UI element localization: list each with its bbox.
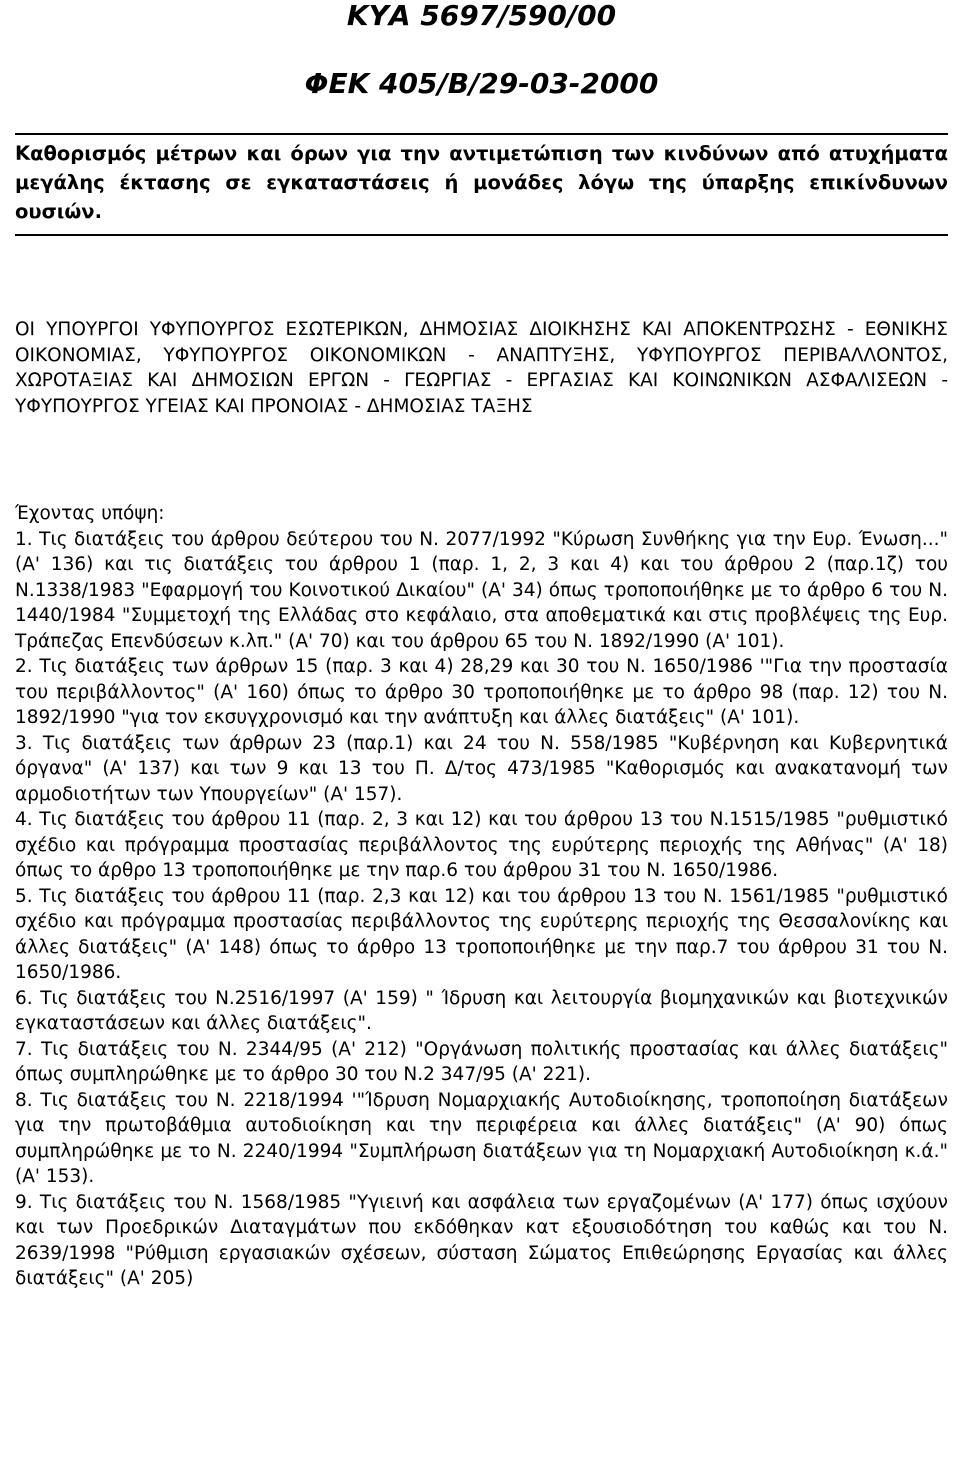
considerations-list (15, 527, 948, 1292)
list-item: 3. Τις διατάξεις των άρθρων 23 (παρ.1) και 24 του Ν. 558/1985 "Κυβέρνηση και Κυβερνητικά όργανα" (Α' 137) και των 9 και 13 του Π. Δ/τος 473/1985 "Καθορισμός και ανακατανομή των αρμοδιοτήτων των Υπουργείων" (Α' 157). (15, 732, 948, 805)
considering-label: Έχοντας υπόψη: (15, 503, 165, 525)
list-item: 7. Τις διατάξεις του Ν. 2344/95 (Α' 212) "Οργάνωση πολιτικής προστασίας και άλλες διατάξεις" όπως συμπληρώθηκε με το άρθρο 30 του Ν.2 347/95 (Α' 221). (15, 1038, 948, 1086)
document-page (15, 0, 948, 1292)
subject-box (15, 133, 948, 236)
list-item: 6. Τις διατάξεις του Ν.2516/1997 (Α' 159) " Ίδρυση και λειτουργία βιομηχανικών και βιοτεχνικών εγκαταστάσεων και άλλες διατάξεις". (15, 987, 948, 1035)
gazette-reference: ΦΕΚ 405/Β/29-03-2000 (304, 67, 659, 100)
list-item: 8. Τις διατάξεις του Ν. 2218/1994 '"Ίδρυση Νομαρχιακής Αυτοδιοίκησης, τροποποίηση διατάξεων για την πρωτοβάθμια αυτοδιοίκηση και την περιφέρεια και άλλες διατάξεις" (Α' 90) όπως συμπληρώθηκε με το Ν. 2240/1994 "Συμπλήρωση διατάξεων για τη Νομαρχιακή Αυτοδιοίκηση κ.ά." (Α' 153). (15, 1089, 948, 1188)
document-title: ΚΥΑ 5697/590/00 (346, 0, 617, 32)
subject-text: Καθορισμός μέτρων και όρων για την αντιμετώπιση των κινδύνων από ατυχήματα μεγάλης έκτασης σε εγκαταστάσεις ή μονάδες λόγω της ύπαρξης επικίνδυνων ουσιών. (15, 142, 948, 223)
ministers-heading: ΟΙ ΥΠΟΥΡΓΟΙ ΥΦΥΠΟΥΡΓΟΣ ΕΣΩΤΕΡΙΚΩΝ, ΔΗΜΟΣΙΑΣ ΔΙΟΙΚΗΣΗΣ ΚΑΙ ΑΠΟΚΕΝΤΡΩΣΗΣ - ΕΘΝΙΚΗΣ ΟΙΚΟΝΟΜΙΑΣ, ΥΦΥΠΟΥΡΓΟΣ ΟΙΚΟΝΟΜΙΚΩΝ - ΑΝΑΠΤΥΞΗΣ, ΥΦΥΠΟΥΡΓΟΣ ΠΕΡΙΒΑΛΛΟΝΤΟΣ, ΧΩΡΟΤΑΞΙΑΣ ΚΑΙ ΔΗΜΟΣΙΩΝ ΕΡΓΩΝ - ΓΕΩΡΓΙΑΣ - ΕΡΓΑΣΙΑΣ ΚΑΙ ΚΟΙΝΩΝΙΚΩΝ ΑΣΦΑΛΙΣΕΩΝ - ΥΦΥΠΟΥΡΓΟΣ ΥΓΕΙΑΣ ΚΑΙ ΠΡΟΝΟΙΑΣ - ΔΗΜΟΣΙΑΣ ΤΑΞΗΣ (15, 319, 948, 417)
list-item: 5. Τις διατάξεις του άρθρου 11 (παρ. 2,3 και 12) και του άρθρου 13 του Ν. 1561/1985 "ρυθμιστικό σχέδιο και πρόγραμμα προστασίας περιβάλλοντος της ευρύτερης περιοχής της Θεσσαλονίκης και άλλες διατάξεις" (Α' 148) όπως το άρθρο 13 τροποποιήθηκε με την παρ.7 του άρθρου 31 του Ν. 1650/1986. (15, 885, 948, 984)
list-item: 4. Τις διατάξεις του άρθρου 11 (παρ. 2, 3 και 12) και του άρθρου 13 του Ν.1515/1985 "ρυθμιστικό σχέδιο και πρόγραμμα προστασίας περιβάλλοντος της ευρύτερης περιοχής της Αθήνας" (Α' 18) όπως το άρθρο 13 τροποποιήθηκε με την παρ.6 του άρθρου 31 του Ν. 1650/1986. (15, 809, 948, 882)
list-item: 2. Τις διατάξεις των άρθρων 15 (παρ. 3 και 4) 28,29 και 30 του Ν. 1650/1986 '"Για την προστασία του περιβάλλοντος" (Α' 160) όπως το άρθρο 30 τροποποιήθηκε με το άρθρο 98 (παρ. 12) του Ν. 1892/1990 "για τον εκσυγχρονισμό και την ανάπτυξη και άλλες διατάξεις" (Α' 101). (15, 656, 948, 729)
list-item: 1. Τις διατάξεις του άρθρου δεύτερου του Ν. 2077/1992 "Κύρωση Συνθήκης για την Ευρ. Ένωση..." (Α' 136) και τις διατάξεις του άρθρου 1 (παρ. 1, 2, 3 και 4) και του άρθρου 2 (παρ.1ζ) του Ν.1338/1983 "Εφαρμογή του Κοινοτικού Δικαίου" (Α' 34) όπως τροποποιήθηκε με το άρθρο 6 του Ν. 1440/1984 "Συμμετοχή της Ελλάδας στο κεφάλαιο, στα αποθεματικά και στις προβλέψεις της Ευρ. Τράπεζας Επενδύσεων κ.λπ." (Α' 70) και του άρθρου 65 του Ν. 1892/1990 (Α' 101). (15, 528, 948, 652)
list-item: 9. Τις διατάξεις του Ν. 1568/1985 "Υγιεινή και ασφάλεια των εργαζομένων (Α' 177) όπως ισχύουν και των Προεδρικών Διαταγμάτων που εκδόθηκαν κατ εξουσιοδότηση του καθώς και του Ν. 2639/1998 "Ρύθμιση εργασιακών σχέσεων, σύσταση Σώματος Επιθεώρησης Εργασίας και άλλες διατάξεις" (Α' 205) (15, 1191, 948, 1290)
